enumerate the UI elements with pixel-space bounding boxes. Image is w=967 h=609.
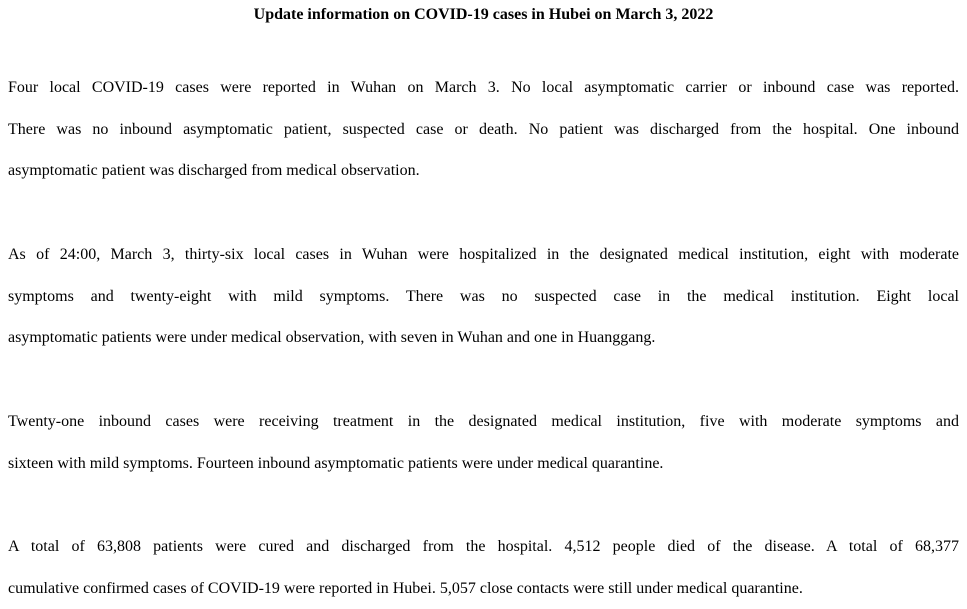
paragraph-line: sixteen with mild symptoms. Fourteen inbound asymptomatic patients were under medical quarantine.: [8, 454, 664, 472]
paragraph-new-cases: [8, 67, 959, 192]
paragraph-line: asymptomatic patients were under medical observation, with seven in Wuhan and one in Huanggang.: [8, 329, 656, 347]
paragraph-line: As of 24:00, March 3, thirty-six local cases in Wuhan were hospitalized in the designated medical institution, eight with moderate: [8, 246, 959, 263]
paragraph-line: asymptomatic patient was discharged from medical observation.: [8, 162, 420, 180]
paragraph-cumulative-totals: [8, 526, 959, 609]
document-title: Update information on COVID-19 cases in Hubei on March 3, 2022: [253, 6, 714, 23]
paragraph-line: A total of 63,808 patients were cured and discharged from the hospital. 4,512 people died of the disease. A total of 68,377: [8, 538, 959, 555]
paragraph-local-hospitalized: [8, 234, 959, 359]
paragraph-line: cumulative confirmed cases of COVID-19 were reported in Hubei. 5,057 close contacts were still under medical quarantine.: [8, 579, 803, 597]
paragraph-line: symptoms and twenty-eight with mild symptoms. There was no suspected case in the medical institution. Eight local: [8, 287, 959, 305]
paragraph-inbound-treatment: [8, 401, 959, 484]
paragraph-line: Four local COVID-19 cases were reported in Wuhan on March 3. No local asymptomatic carrier or inbound case was reported.: [8, 79, 959, 96]
paragraph-line: Twenty-one inbound cases were receiving treatment in the designated medical institution, five with moderate symptoms and: [8, 413, 959, 430]
paragraph-line: There was no inbound asymptomatic patient, suspected case or death. No patient was discharged from the hospital. One inbound: [8, 120, 959, 138]
document: [8, 0, 959, 597]
